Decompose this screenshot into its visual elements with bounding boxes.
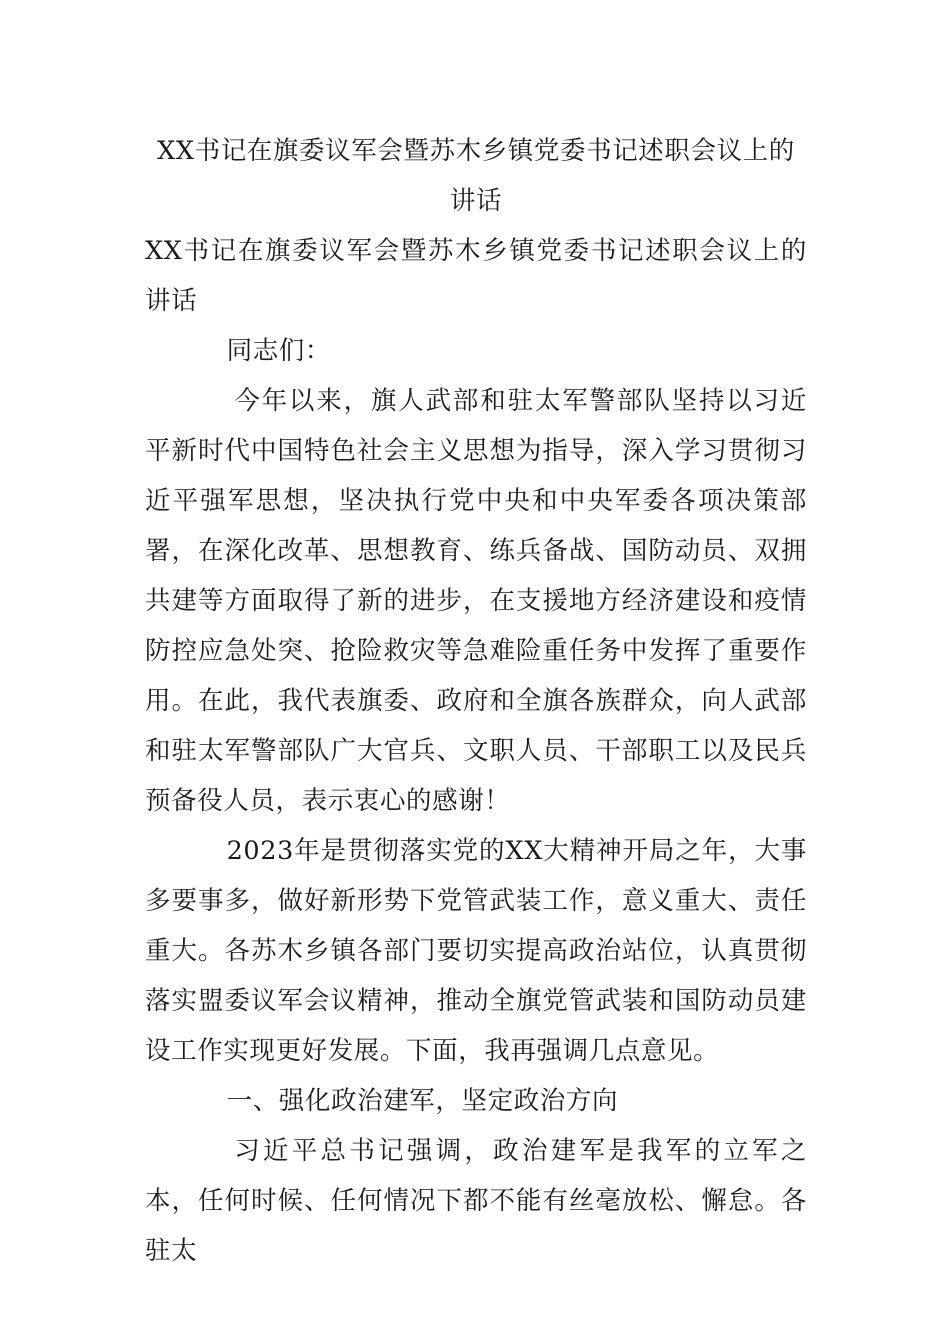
document-title: XX书记在旗委议军会暨苏木乡镇党委书记述职会议上的讲话 [157,136,795,216]
paragraph-intro: 今年以来，旗人武部和驻太军警部队坚持以习近平新时代中国特色社会主义思想为指导，深入学习贯彻习近平强军思想，坚决执行党中央和中央军委各项决策部署，在深化改革、思想教育、练兵备战、国防动员、双拥共建等方面取得了新的进步，在支援地方经济建设和疫情防控应急处突、抢险救灾等急难险重任务中发挥了重要作用。在此，我代表旗委、政府和全旗各族群众，向人武部和驻太军警部队广大官兵、文职人员、干部职工以及民兵预备役人员，表示衷心的感谢！ [145,386,807,816]
salutation: 同志们： [226,336,331,366]
document-subtitle: XX书记在旗委议军会暨苏木乡镇党委书记述职会议上的讲话 [145,236,807,316]
paragraph-political: 习近平总书记强调，政治建军是我军的立军之本，任何时候、任何情况下都不能有丝毫放松、懈怠。各驻太 [145,1136,807,1266]
paragraph-2023: 2023年是贯彻落实党的XX大精神开局之年，大事多要事多，做好新形势下党管武装工作，意义重大、责任重大。各苏木乡镇各部门要切实提高政治站位，认真贯彻落实盟委议军会议精神，推动全旗党管武装和国防动员建设工作实现更好发展。下面，我再强调几点意见。 [145,836,807,1066]
section-heading-1: 一、强化政治建军，坚定政治方向 [226,1086,619,1116]
document-body [145,126,807,1276]
